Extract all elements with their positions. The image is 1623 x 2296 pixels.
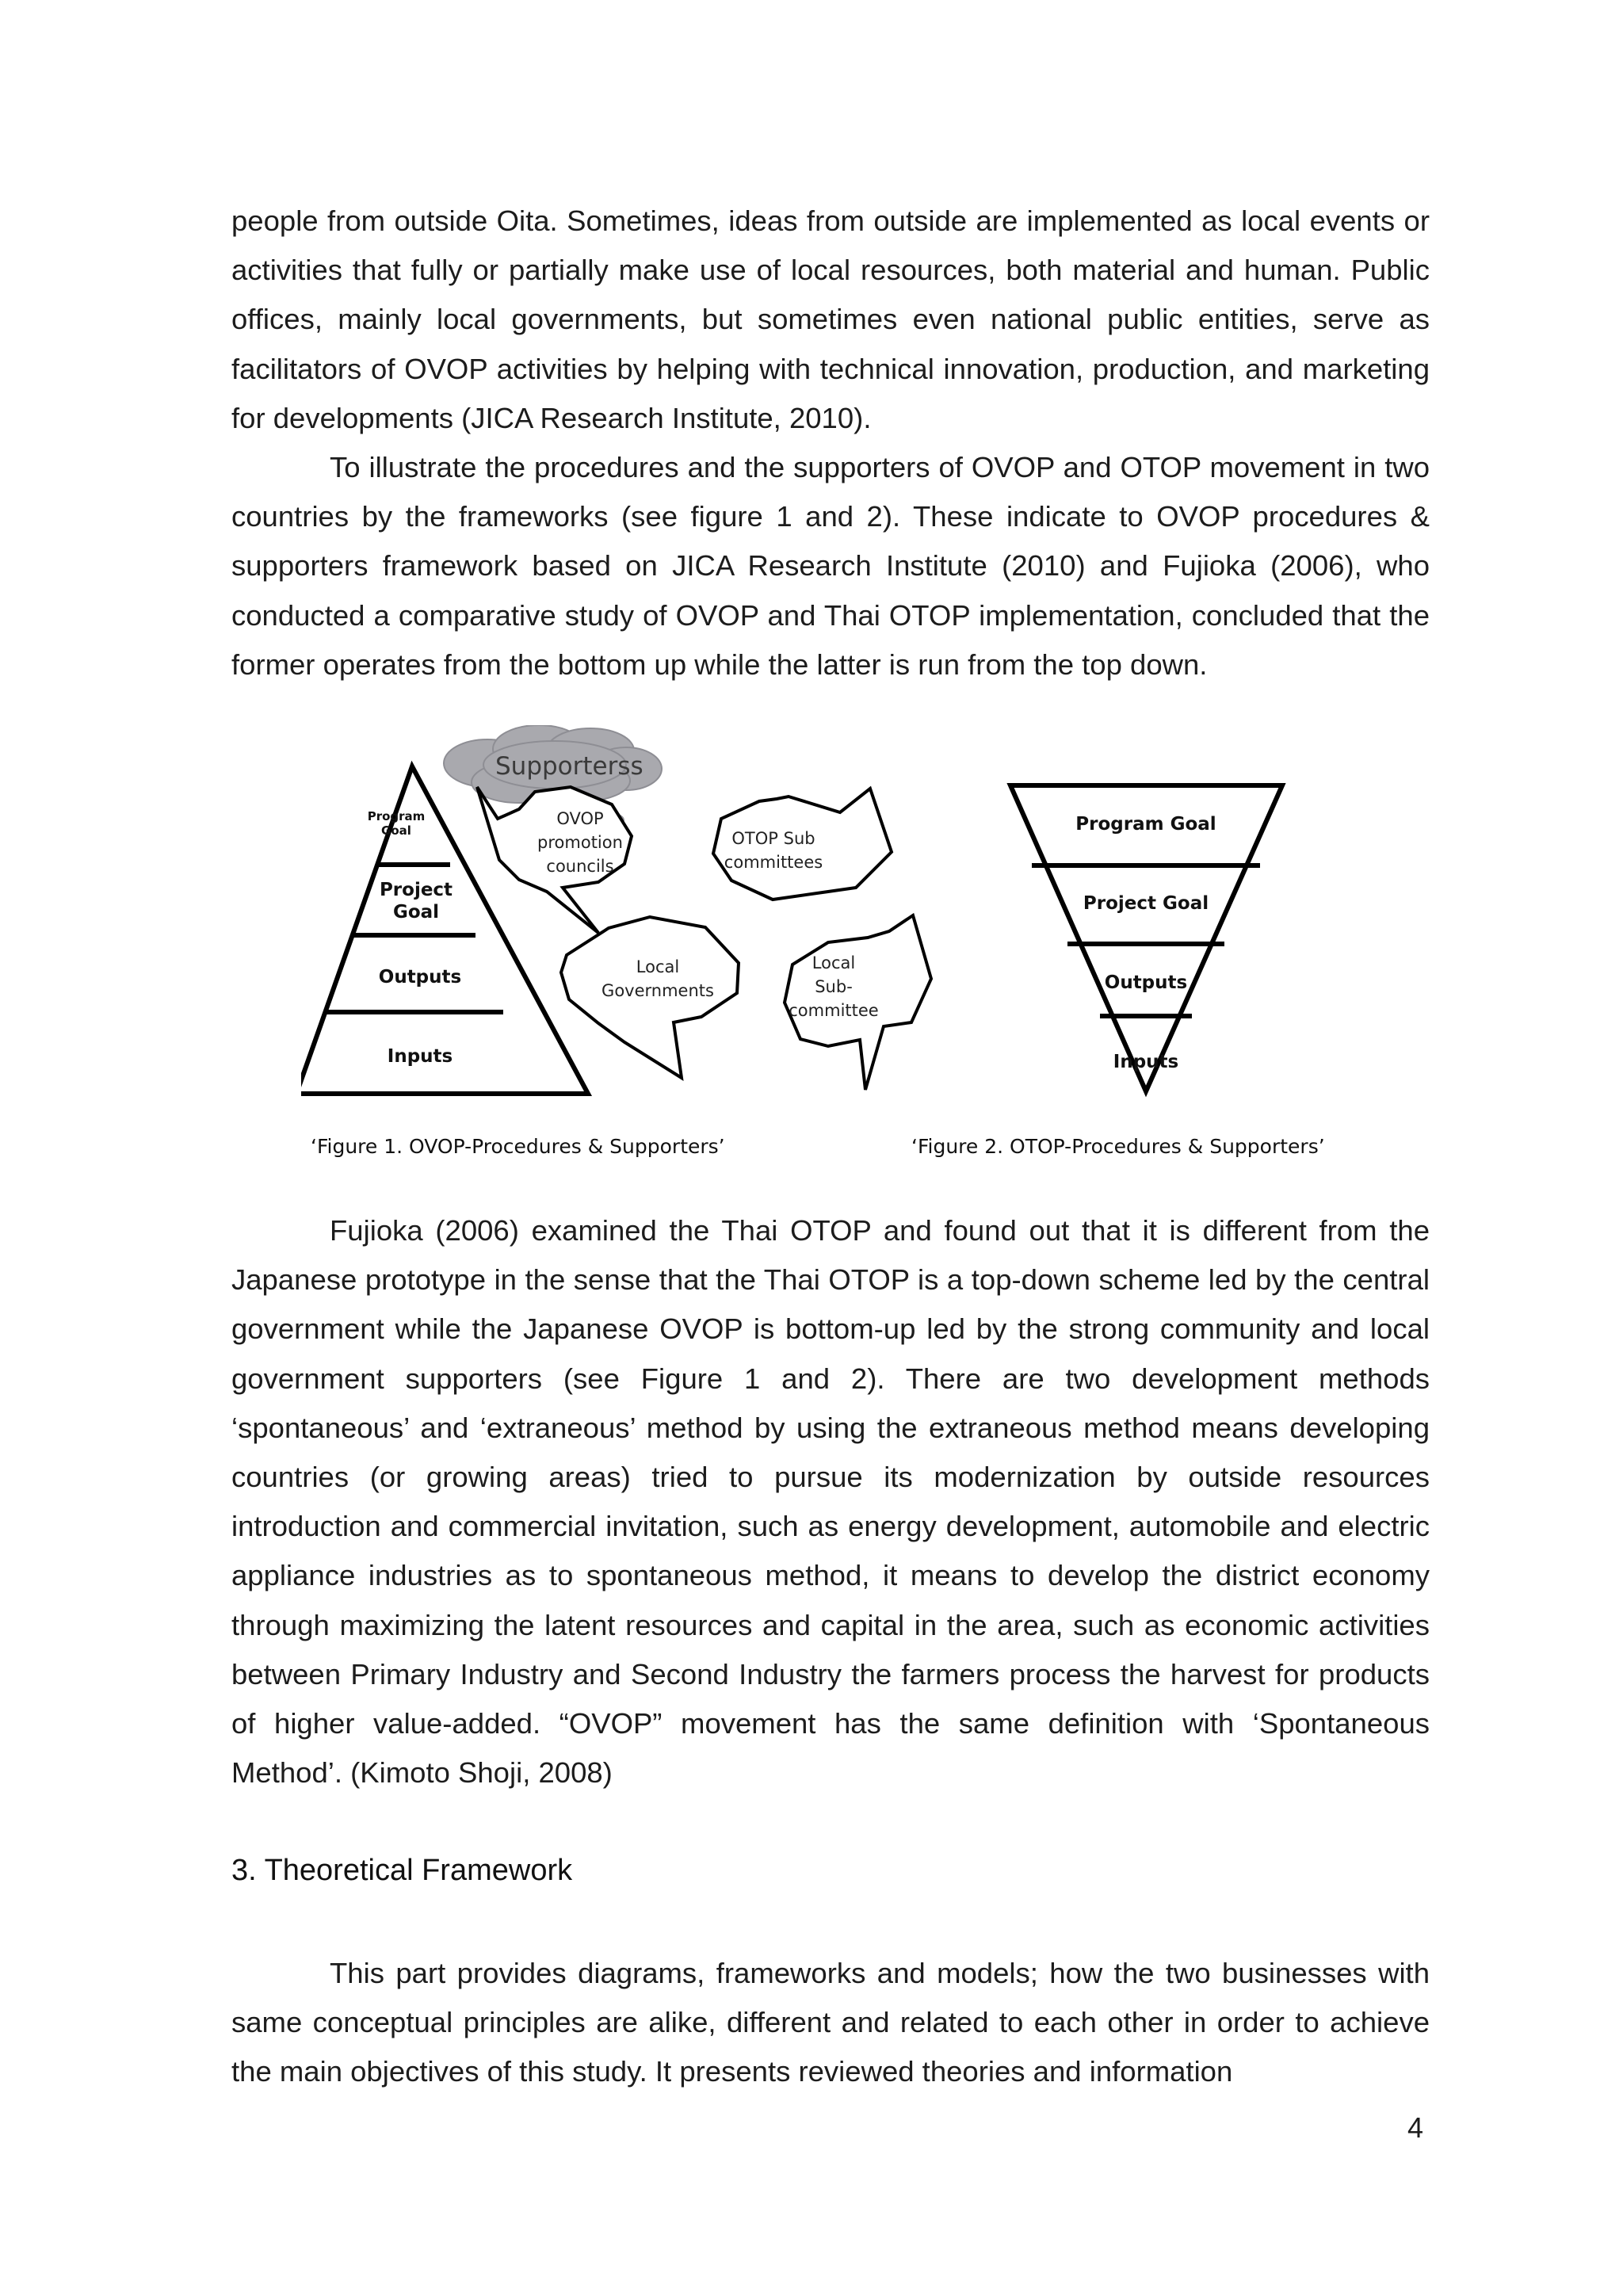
supporters-label: Supporterss [495,752,643,781]
section-heading-theoretical-framework: 3. Theoretical Framework [231,1854,573,1887]
local-governments-line2: Governments [601,981,714,1000]
ovop-project-goal-line2: Goal [392,902,440,923]
ovop-program-goal-line1: Program [367,809,426,823]
ovop-outputs: Outputs [378,967,462,988]
paragraph-framework-overview: This part provides diagrams, frameworks and models; how the two businesses with same conceptual principles are alike, different and related to each other in order to achieve the main objectives of this study. It presents reviewed theories and information [231,1957,1430,2088]
otop-inputs: Inputs [1113,1052,1179,1072]
ovop-program-goal-line2: Goal [381,823,411,838]
figure-2-caption: ‘Figure 2. OTOP-Procedures & Supporters’ [911,1135,1325,1158]
figure-1-caption: ‘Figure 1. OVOP-Procedures & Supporters’ [311,1135,725,1158]
ovop-councils-line2: promotion [537,833,623,852]
local-subcommittee-line2: Sub- [815,977,853,996]
local-subcommittee-line1: Local [812,953,856,972]
paragraph-fujioka-comparison: Fujioka (2006) examined the Thai OTOP and found out that it is different from the Japanese prototype in the sense that the Thai OTOP is a top-down scheme led by the central government while the Japanese OVOP is bottom-up led by the strong community and local government supporters (see Figure 1 and 2). There are two development methods ‘spontaneous’ and ‘extraneous’ method by using the extraneous method means developing countries (or growing areas) tried to pursue its modernization by outside resources introduction and commercial invitation, such as energy development, automobile and electric appliance industries as to spontaneous method, it means to develop the district economy through maximizing the latent resources and capital in the area, such as economic activities between Primary Industry and Second Industry the farmers process the harvest for products of higher value-added. “OVOP” movement has the same definition with ‘Spontaneous Method’. (Kimoto Shoji, 2008) [231,1214,1430,1790]
frameworks-diagram [301,725,1379,1185]
ovop-inputs: Inputs [387,1046,453,1067]
otop-subcommittees-line2: committees [724,853,823,872]
otop-subcommittees-line1: OTOP Sub [731,829,815,848]
page-number: 4 [1407,2111,1424,2144]
ovop-councils-line3: councils [546,857,614,876]
local-subcommittee-line3: committee [789,1001,879,1020]
ovop-councils-line1: OVOP [556,809,604,828]
ovop-project-goal-line1: Project [379,880,453,900]
otop-outputs: Outputs [1104,972,1188,993]
otop-project-goal: Project Goal [1083,893,1209,914]
otop-program-goal: Program Goal [1075,814,1216,835]
figure-ovop-otop-frameworks [301,725,1379,1185]
paragraph-oita-outside: people from outside Oita. Sometimes, ideas from outside are implemented as local events or activities that fully or partially make use of local resources, both material and human. Public offices, mainly local governments, but sometimes even national public entities, serve as facilitators of OVOP activities by helping with technical innovation, production, and marketing for developments (JICA Research Institute, 2010). [231,204,1430,434]
paragraph-frameworks-intro: To illustrate the procedures and the supporters of OVOP and OTOP movement in two countries by the frameworks (see figure 1 and 2). These indicate to OVOP procedures & supporters framework based on JICA Research Institute (2010) and Fujioka (2006), who conducted a comparative study of OVOP and Thai OTOP implementation, concluded that the former operates from the bottom up while the latter is run from the top down. [231,451,1430,681]
local-governments-line1: Local [636,957,680,976]
